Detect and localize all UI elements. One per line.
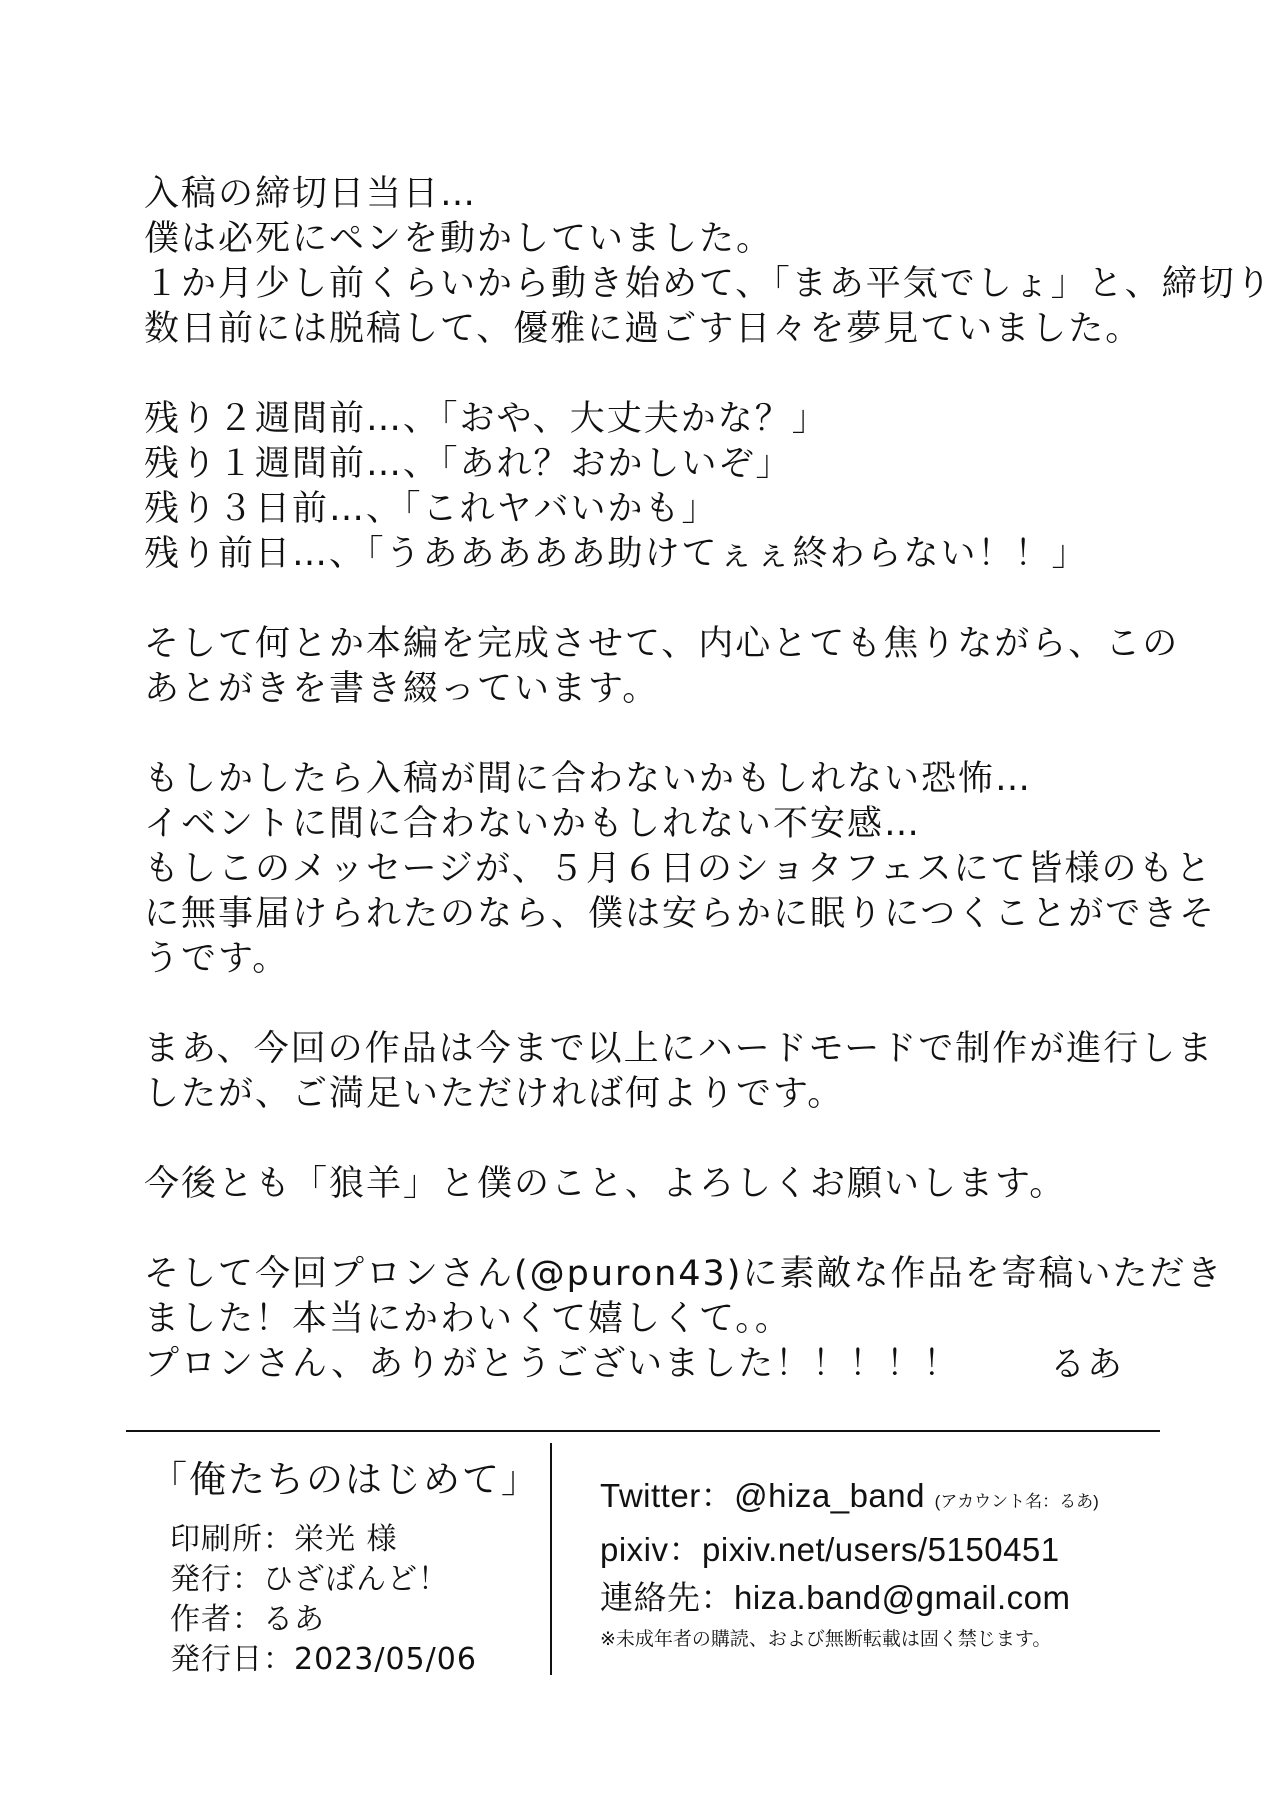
afterword-paragraph <box>144 757 1217 982</box>
text-line: そして何とか本編を完成させて、内心とても焦りながら、この <box>144 624 1180 664</box>
text-line: 僕は必死にペンを動かしていました。 <box>144 219 774 259</box>
publisher-info: 発行：ひざばんど！ <box>170 1562 449 1597</box>
text-line: 残り３日前…、「これヤバいかも」 <box>144 489 719 529</box>
afterword-paragraph <box>144 1252 1224 1387</box>
text-line: に無事届けられたのなら、僕は安らかに眠りにつくことができそ <box>144 894 1217 934</box>
text-line: 数日前には脱稿して、優雅に過ごす日々を夢見ていました。 <box>144 309 1143 349</box>
publish-date: 発行日：2023/05/06 <box>170 1642 477 1677</box>
text-line: 残り前日…、「うあああああ助けてぇぇ終わらない！！」 <box>144 534 1089 574</box>
text-line: 入稿の締切日当日… <box>144 174 478 214</box>
twitter-handle: Twitter：@hiza_band <box>600 1477 925 1514</box>
author-info: 作者：るあ <box>170 1602 325 1637</box>
twitter-account-name: (アカウント名：るあ) <box>934 1492 1099 1511</box>
afterword-paragraph <box>144 1027 1215 1117</box>
text-line: １か月少し前くらいから動き始めて、「まあ平気でしょ」と、締切り <box>144 264 1273 304</box>
afterword-paragraph <box>144 397 1144 577</box>
afterword-text <box>144 172 1273 1432</box>
author-signature: るあ <box>1050 1345 1125 1385</box>
book-title: 「俺たちのはじめて」 <box>150 1458 540 1501</box>
printer-info: 印刷所：栄光 様 <box>170 1522 398 1557</box>
copyright-notice: ※未成年者の購読、および無断転載は固く禁じます。 <box>600 1628 1052 1650</box>
colophon-divider-horizontal <box>126 1430 1160 1432</box>
afterword-paragraph <box>144 622 1180 712</box>
text-line: もしこのメッセージが、５月６日のショタフェスにて皆様のもと <box>144 849 1213 889</box>
text-line: ました！本当にかわいくて嬉しくて。。 <box>144 1299 792 1339</box>
text-line: うです。 <box>144 939 290 979</box>
afterword-paragraph <box>144 1162 1144 1207</box>
twitter-row <box>600 1472 1099 1526</box>
contact-info <box>600 1472 1099 1654</box>
text-line: したが、ご満足いただければ何よりです。 <box>144 1074 845 1114</box>
pixiv-url: pixiv：pixiv.net/users/5150451 <box>600 1531 1060 1568</box>
colophon-divider-vertical <box>550 1443 552 1675</box>
text-line: イベントに間に合わないかもしれない不安感… <box>144 804 922 844</box>
text-line: 今後とも「狼羊」と僕のこと、よろしくお願いします。 <box>144 1164 1067 1204</box>
text-line: 残り１週間前…、「あれ？おかしいぞ」 <box>144 444 793 484</box>
contact-email: 連絡先：hiza.band@gmail.com <box>600 1579 1071 1616</box>
colophon-info <box>170 1520 477 1680</box>
text-line: もしかしたら入稿が間に合わないかもしれない恐怖… <box>144 759 1033 799</box>
afterword-paragraph <box>144 172 1273 352</box>
text-line: プロンさん、ありがとうございました！！！！！ <box>144 1344 961 1384</box>
text-line: まあ、今回の作品は今まで以上にハードモードで制作が進行しま <box>144 1029 1215 1069</box>
text-line: そして今回プロンさん(@puron43)に素敵な作品を寄稿いただき <box>144 1254 1224 1294</box>
text-line: 残り２週間前…、「おや、大丈夫かな？」 <box>144 399 829 439</box>
text-line: あとがきを書き綴っています。 <box>144 669 660 709</box>
